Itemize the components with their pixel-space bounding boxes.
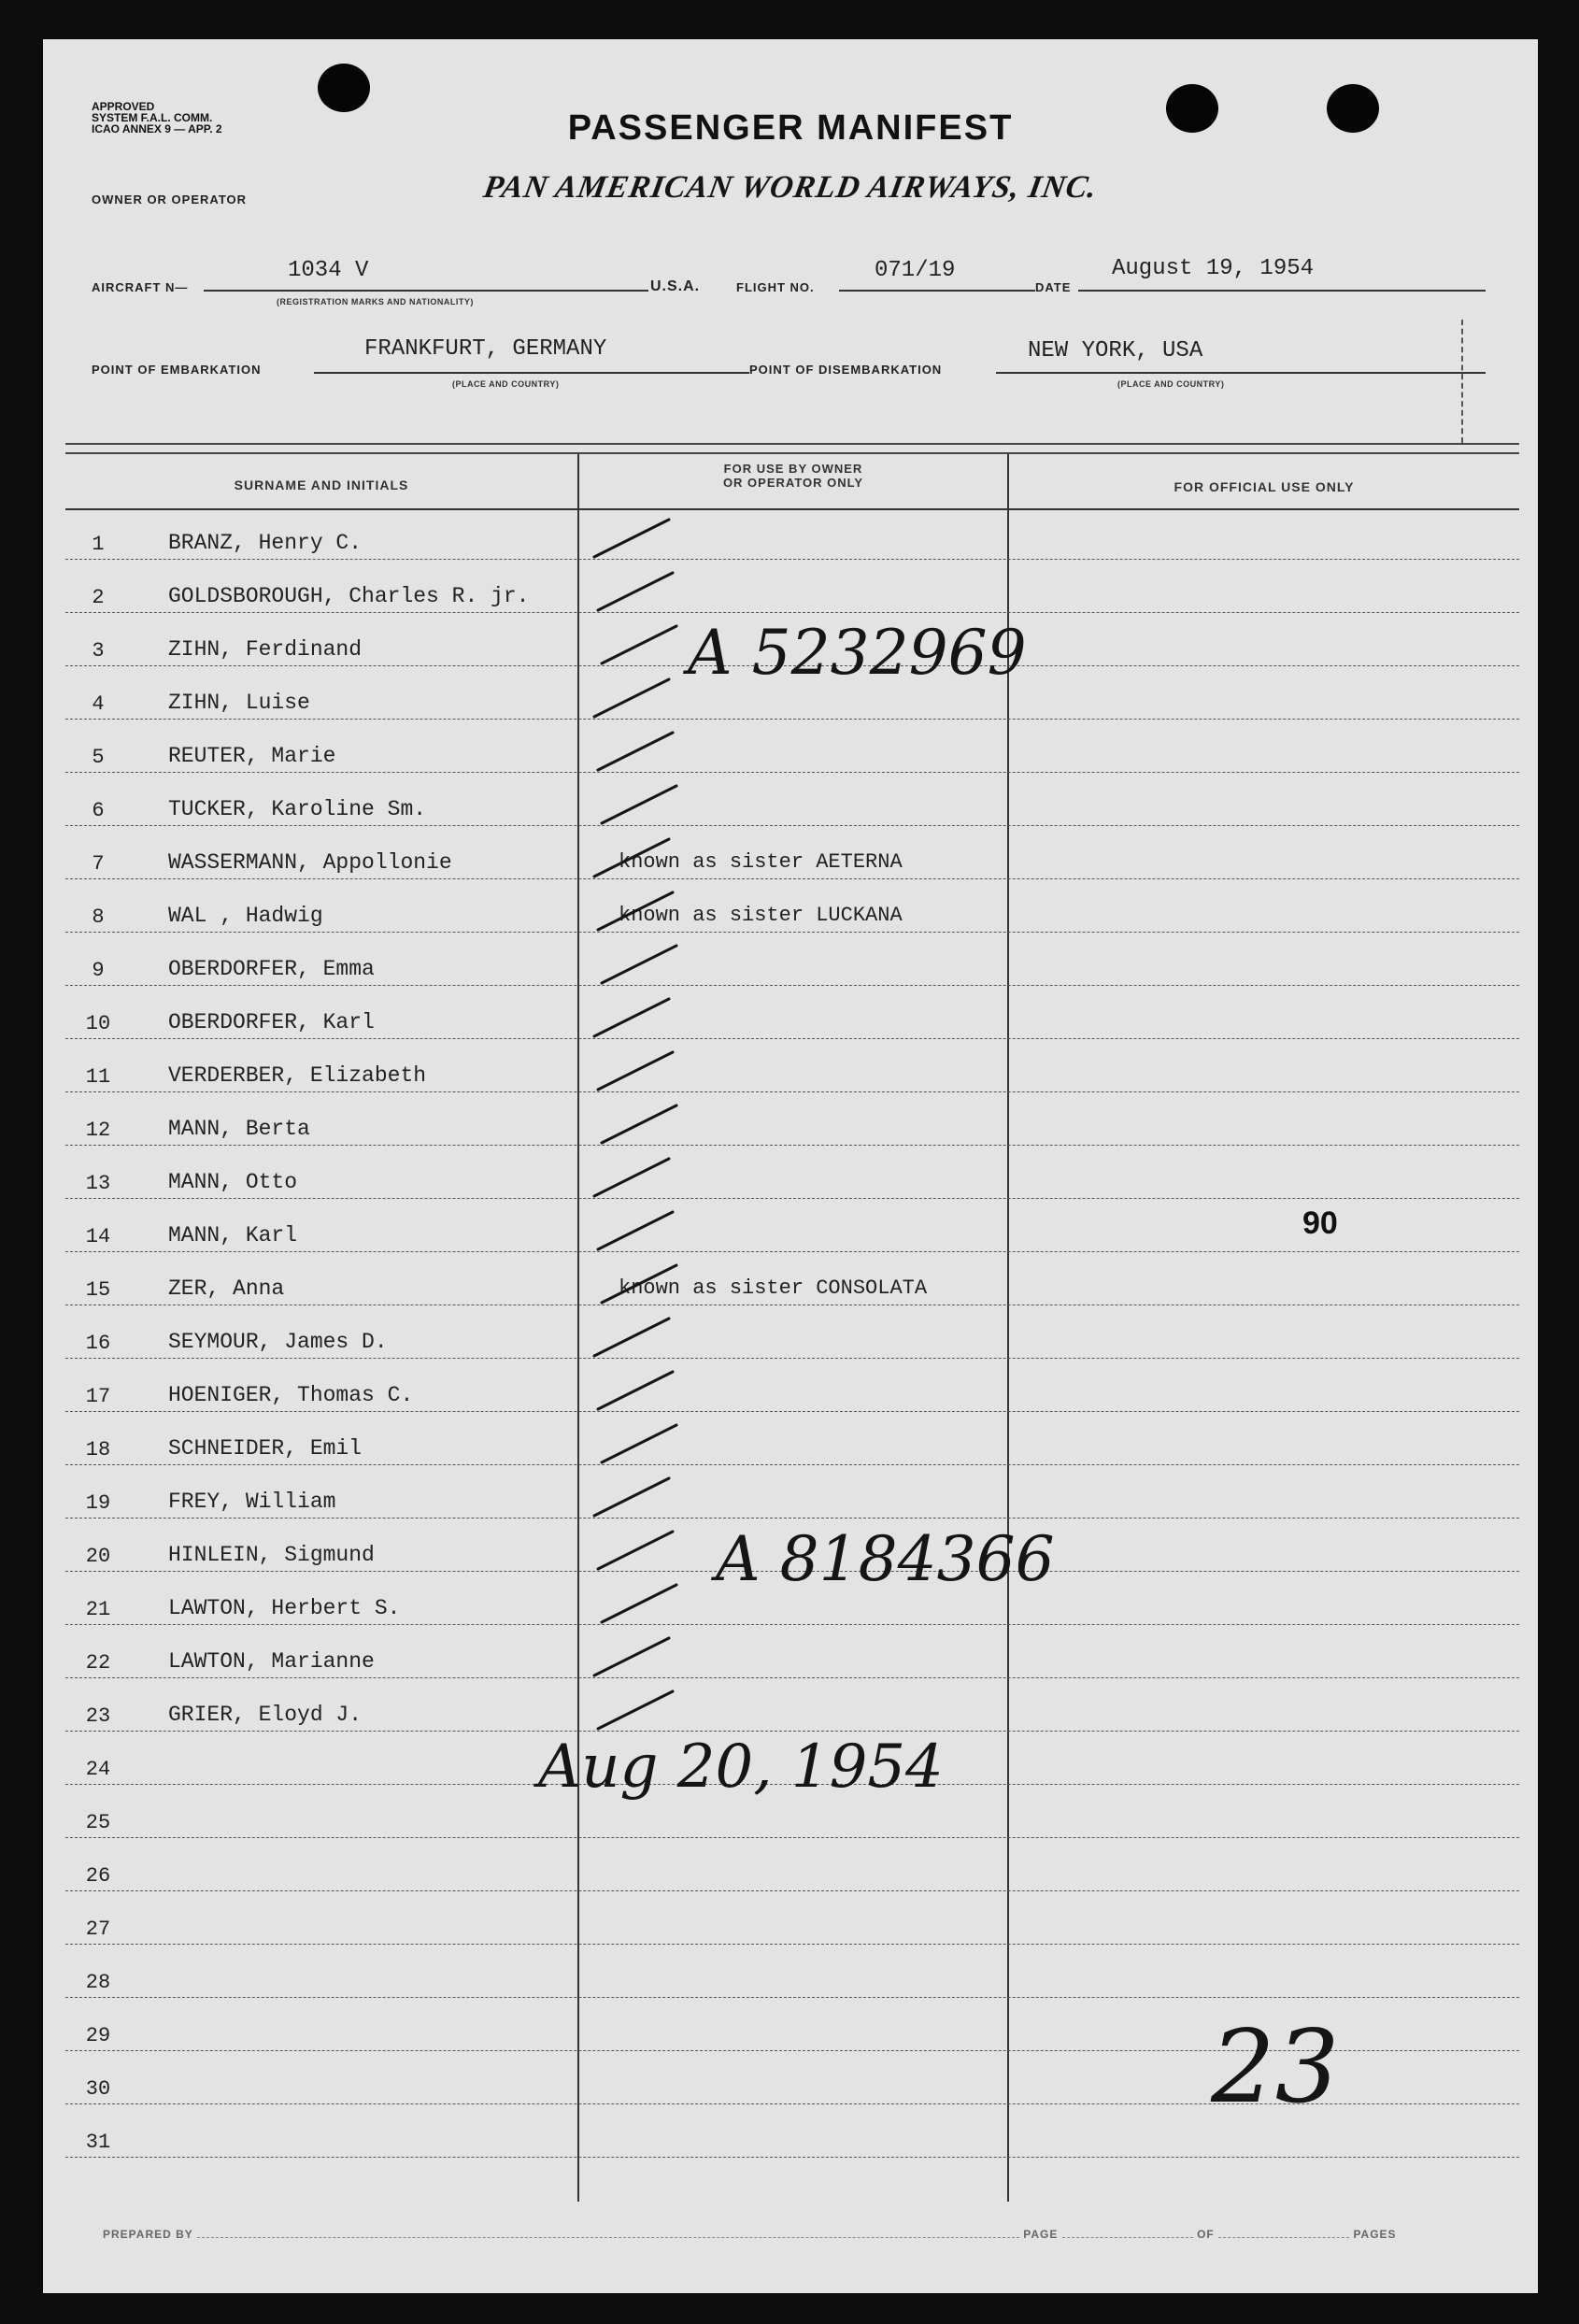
row-number: 15 [85, 1278, 111, 1302]
passenger-name: LAWTON, Herbert S. [168, 1596, 401, 1620]
passenger-name: GOLDSBOROUGH, Charles R. jr. [168, 584, 530, 608]
row-number: 24 [85, 1758, 111, 1781]
check-mark [602, 1265, 676, 1303]
arrival-date-handwritten: Aug 20, 1954 [538, 1732, 944, 1802]
passenger-name: ZIHN, Luise [168, 691, 310, 715]
row-number: 5 [92, 746, 105, 769]
operator-name: PAN AMERICAN WORLD AIRWAYS, INC. [480, 170, 1101, 205]
row-number: 14 [85, 1225, 111, 1248]
row-number: 26 [85, 1864, 111, 1888]
passenger-name: OBERDORFER, Emma [168, 957, 375, 981]
row-number: 4 [92, 692, 105, 716]
passenger-name: SEYMOUR, James D. [168, 1330, 388, 1354]
check-mark [598, 573, 673, 610]
page-title: PASSENGER MANIFEST [567, 108, 1014, 148]
check-mark [594, 520, 669, 557]
check-mark [594, 679, 669, 717]
check-mark [602, 786, 676, 823]
row-number: 31 [85, 2131, 111, 2154]
passenger-name: GRIER, Eloyd J. [168, 1703, 363, 1727]
row-number: 21 [85, 1598, 111, 1621]
date-value: August 19, 1954 [1112, 256, 1315, 281]
column-header-owner: FOR USE BY OWNER OR OPERATOR ONLY [722, 462, 864, 490]
manifest-sheet [43, 39, 1538, 2293]
check-mark [594, 1638, 669, 1675]
alien-number-row-3: A 5232969 [688, 617, 1027, 689]
passenger-name: BRANZ, Henry C. [168, 531, 363, 555]
passenger-name: HINLEIN, Sigmund [168, 1543, 375, 1567]
row-number: 27 [85, 1918, 111, 1941]
official-mark-row-14: 90 [1302, 1205, 1338, 1241]
row-number: 23 [85, 1704, 111, 1728]
passenger-name: MANN, Berta [168, 1117, 310, 1141]
check-mark [602, 1425, 676, 1462]
row-number: 6 [92, 799, 105, 822]
passenger-note: known as sister AETERNA [619, 850, 903, 874]
check-mark [594, 1478, 669, 1516]
row-number: 20 [85, 1545, 111, 1568]
flight-value: 071/19 [875, 258, 956, 283]
passenger-name: WASSERMANN, Appollonie [168, 850, 452, 875]
disembarkation-label: POINT OF DISEMBARKATION [749, 363, 943, 377]
row-number: 29 [85, 2024, 111, 2047]
row-number: 12 [85, 1119, 111, 1142]
check-mark [602, 1585, 676, 1622]
row-number: 28 [85, 1971, 111, 1994]
check-mark [598, 733, 673, 770]
row-number: 1 [92, 533, 105, 556]
row-number: 22 [85, 1651, 111, 1675]
date-label: DATE [1035, 280, 1072, 294]
embarkation-caption: (PLACE AND COUNTRY) [452, 379, 560, 389]
passenger-name: FREY, William [168, 1490, 336, 1514]
check-mark [602, 946, 676, 983]
check-mark [598, 1212, 673, 1249]
row-number: 2 [92, 586, 105, 609]
aircraft-label: AIRCRAFT N— [92, 280, 189, 294]
row-number: 17 [85, 1385, 111, 1408]
check-mark [598, 1372, 673, 1409]
check-mark [598, 1532, 673, 1569]
embarkation-label: POINT OF EMBARKATION [92, 363, 262, 377]
alien-number-row-20: A 8184366 [716, 1523, 1055, 1595]
row-number: 10 [85, 1012, 111, 1035]
embarkation-value: FRANKFURT, GERMANY [364, 336, 607, 362]
passenger-name: SCHNEIDER, Emil [168, 1436, 363, 1461]
check-mark [598, 1691, 673, 1729]
passenger-name: WAL , Hadwig [168, 904, 323, 928]
check-mark [594, 1319, 669, 1356]
row-number: 9 [92, 959, 105, 982]
check-mark [594, 999, 669, 1036]
row-number: 19 [85, 1491, 111, 1515]
disembarkation-caption: (PLACE AND COUNTRY) [1117, 379, 1225, 389]
passenger-name: MANN, Karl [168, 1223, 298, 1248]
row-number: 13 [85, 1172, 111, 1195]
usa-label: U.S.A. [650, 278, 701, 294]
passenger-name: OBERDORFER, Karl [168, 1010, 375, 1034]
passenger-name: LAWTON, Marianne [168, 1649, 375, 1674]
row-number: 8 [92, 905, 105, 929]
column-header-surname: SURNAME AND INITIALS [234, 478, 409, 492]
row-number: 25 [85, 1811, 111, 1834]
check-mark [602, 1105, 676, 1143]
row-number: 16 [85, 1332, 111, 1355]
aircraft-value: 1034 V [288, 258, 369, 283]
approval-stamp: APPROVED SYSTEM F.A.L. COMM. ICAO ANNEX 9 — APP. 2 [92, 100, 222, 135]
row-number: 18 [85, 1438, 111, 1461]
row-number: 30 [85, 2077, 111, 2101]
passenger-name: ZER, Anna [168, 1276, 285, 1301]
flight-label: FLIGHT NO. [736, 280, 815, 294]
row-number: 3 [92, 639, 105, 663]
passenger-note: known as sister LUCKANA [619, 904, 903, 927]
registration-caption: (REGISTRATION MARKS AND NATIONALITY) [277, 297, 474, 307]
row-number: 7 [92, 852, 105, 876]
handwritten-check-marks [43, 39, 1538, 2293]
footer: PREPARED BY PAGE OF PAGES [103, 2228, 1397, 2241]
passenger-name: REUTER, Marie [168, 744, 336, 768]
check-mark [602, 626, 676, 663]
owner-label: OWNER OR OPERATOR [92, 192, 248, 207]
passenger-name: MANN, Otto [168, 1170, 298, 1194]
passenger-name: ZIHN, Ferdinand [168, 637, 363, 662]
passenger-name: TUCKER, Karoline Sm. [168, 797, 427, 821]
disembarkation-value: NEW YORK, USA [1028, 338, 1203, 364]
row-number: 11 [85, 1065, 111, 1089]
check-mark [598, 892, 673, 930]
total-count-handwritten: 23 [1211, 2009, 1340, 2126]
check-mark [594, 839, 669, 877]
check-mark [594, 1159, 669, 1196]
column-header-official: FOR OFFICIAL USE ONLY [1174, 479, 1355, 494]
check-mark [598, 1052, 673, 1090]
passenger-note: known as sister CONSOLATA [619, 1276, 928, 1300]
passenger-name: HOENIGER, Thomas C. [168, 1383, 414, 1407]
passenger-name: VERDERBER, Elizabeth [168, 1063, 427, 1088]
